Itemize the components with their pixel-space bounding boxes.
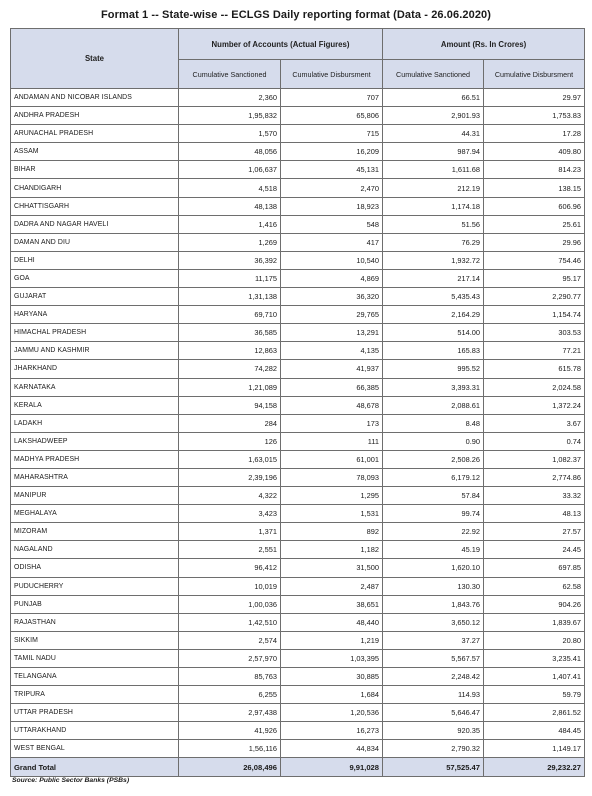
table-row <box>11 233 585 251</box>
state-cell: LADAKH <box>11 414 179 432</box>
state-cell: TELANGANA <box>11 668 179 686</box>
accounts-sanctioned-cell: 69,710 <box>179 306 281 324</box>
amount-sanctioned-cell: 920.35 <box>383 722 484 740</box>
state-cell: MAHARASHTRA <box>11 468 179 486</box>
amount-disbursment-cell: 48.13 <box>484 505 585 523</box>
amount-sanctioned-cell: 0.90 <box>383 432 484 450</box>
amount-disbursment-cell: 20.80 <box>484 631 585 649</box>
accounts-group-header: Number of Accounts (Actual Figures) <box>179 29 383 60</box>
accounts-sanctioned-cell: 2,574 <box>179 631 281 649</box>
amount-disbursment-cell: 59.79 <box>484 686 585 704</box>
amount-sanctioned-cell: 2,164.29 <box>383 306 484 324</box>
state-cell: DAMAN AND DIU <box>11 233 179 251</box>
amount-disbursment-cell: 1,753.83 <box>484 107 585 125</box>
accounts-disbursment-cell: 4,869 <box>281 269 383 287</box>
amount-sanctioned-cell: 44.31 <box>383 125 484 143</box>
amount-disbursment-cell: 484.45 <box>484 722 585 740</box>
table-row <box>11 306 585 324</box>
accounts-disbursment-cell: 111 <box>281 432 383 450</box>
accounts-sanctioned-cell: 4,322 <box>179 487 281 505</box>
accounts-disbursment-cell: 16,273 <box>281 722 383 740</box>
accounts-sanctioned-cell: 94,158 <box>179 396 281 414</box>
accounts-disbursment-cell: 78,093 <box>281 468 383 486</box>
state-cell: HIMACHAL PRADESH <box>11 324 179 342</box>
total-accounts-sanctioned: 26,08,496 <box>179 758 281 777</box>
amount-disbursment-cell: 615.78 <box>484 360 585 378</box>
accounts-disbursment-cell: 4,135 <box>281 342 383 360</box>
table-row <box>11 686 585 704</box>
table-row <box>11 288 585 306</box>
accounts-sanctioned-cell: 1,63,015 <box>179 450 281 468</box>
state-cell: KARNATAKA <box>11 378 179 396</box>
amount-sanctioned-cell: 57.84 <box>383 487 484 505</box>
state-cell: ANDAMAN AND NICOBAR ISLANDS <box>11 89 179 107</box>
state-cell: JAMMU AND KASHMIR <box>11 342 179 360</box>
grand-total-label: Grand Total <box>11 758 179 777</box>
amount-sanctioned-header: Cumulative Sanctioned <box>383 60 484 89</box>
accounts-sanctioned-cell: 4,518 <box>179 179 281 197</box>
table-row <box>11 215 585 233</box>
accounts-disbursment-cell: 29,765 <box>281 306 383 324</box>
amount-sanctioned-cell: 3,650.12 <box>383 613 484 631</box>
amount-disbursment-cell: 904.26 <box>484 595 585 613</box>
accounts-disbursment-cell: 548 <box>281 215 383 233</box>
state-cell: MIZORAM <box>11 523 179 541</box>
accounts-disbursment-cell: 417 <box>281 233 383 251</box>
amount-sanctioned-cell: 1,843.76 <box>383 595 484 613</box>
accounts-sanctioned-cell: 1,00,036 <box>179 595 281 613</box>
table-row <box>11 378 585 396</box>
amount-sanctioned-cell: 114.93 <box>383 686 484 704</box>
table-row <box>11 197 585 215</box>
amount-sanctioned-cell: 51.56 <box>383 215 484 233</box>
amount-disbursment-cell: 1,372.24 <box>484 396 585 414</box>
accounts-disbursment-cell: 1,531 <box>281 505 383 523</box>
amount-disbursment-cell: 2,774.86 <box>484 468 585 486</box>
table-row <box>11 161 585 179</box>
accounts-sanctioned-cell: 1,31,138 <box>179 288 281 306</box>
amount-disbursment-cell: 1,082.37 <box>484 450 585 468</box>
amount-disbursment-cell: 3,235.41 <box>484 649 585 667</box>
accounts-disbursment-cell: 707 <box>281 89 383 107</box>
accounts-sanctioned-cell: 2,360 <box>179 89 281 107</box>
total-amount-sanctioned: 57,525.47 <box>383 758 484 777</box>
table-row <box>11 487 585 505</box>
amount-disbursment-cell: 1,407.41 <box>484 668 585 686</box>
table-row <box>11 740 585 758</box>
state-cell: GOA <box>11 269 179 287</box>
state-cell: UTTAR PRADESH <box>11 704 179 722</box>
accounts-disbursment-cell: 1,219 <box>281 631 383 649</box>
state-cell: UTTARAKHAND <box>11 722 179 740</box>
state-cell: TAMIL NADU <box>11 649 179 667</box>
accounts-sanctioned-cell: 41,926 <box>179 722 281 740</box>
accounts-disbursment-cell: 48,440 <box>281 613 383 631</box>
state-cell: ASSAM <box>11 143 179 161</box>
accounts-sanctioned-cell: 2,97,438 <box>179 704 281 722</box>
table-row <box>11 89 585 107</box>
accounts-sanctioned-cell: 6,255 <box>179 686 281 704</box>
state-cell: GUJARAT <box>11 288 179 306</box>
accounts-sanctioned-cell: 48,056 <box>179 143 281 161</box>
accounts-sanctioned-cell: 1,21,089 <box>179 378 281 396</box>
amount-disbursment-cell: 17.28 <box>484 125 585 143</box>
accounts-sanctioned-cell: 1,95,832 <box>179 107 281 125</box>
amount-disbursment-cell: 697.85 <box>484 559 585 577</box>
amount-sanctioned-cell: 1,611.68 <box>383 161 484 179</box>
accounts-disbursment-header: Cumulative Disbursment <box>281 60 383 89</box>
accounts-sanctioned-cell: 1,06,637 <box>179 161 281 179</box>
amount-disbursment-cell: 2,290.77 <box>484 288 585 306</box>
amount-sanctioned-cell: 217.14 <box>383 269 484 287</box>
table-row <box>11 251 585 269</box>
accounts-disbursment-cell: 13,291 <box>281 324 383 342</box>
table-row <box>11 360 585 378</box>
amount-disbursment-cell: 95.17 <box>484 269 585 287</box>
amount-sanctioned-cell: 8.48 <box>383 414 484 432</box>
amount-disbursment-cell: 29.97 <box>484 89 585 107</box>
amount-disbursment-cell: 814.23 <box>484 161 585 179</box>
amount-sanctioned-cell: 995.52 <box>383 360 484 378</box>
state-cell: JHARKHAND <box>11 360 179 378</box>
state-cell: PUDUCHERRY <box>11 577 179 595</box>
state-cell: CHANDIGARH <box>11 179 179 197</box>
amount-sanctioned-cell: 1,620.10 <box>383 559 484 577</box>
amount-sanctioned-cell: 5,646.47 <box>383 704 484 722</box>
table-row <box>11 704 585 722</box>
table-body <box>11 89 585 758</box>
amount-sanctioned-cell: 2,901.93 <box>383 107 484 125</box>
state-cell: ODISHA <box>11 559 179 577</box>
amount-disbursment-cell: 24.45 <box>484 541 585 559</box>
accounts-sanctioned-cell: 48,138 <box>179 197 281 215</box>
state-cell: HARYANA <box>11 306 179 324</box>
eclgs-state-table <box>10 28 585 777</box>
accounts-disbursment-cell: 173 <box>281 414 383 432</box>
accounts-disbursment-cell: 61,001 <box>281 450 383 468</box>
accounts-sanctioned-cell: 284 <box>179 414 281 432</box>
accounts-disbursment-cell: 18,923 <box>281 197 383 215</box>
accounts-sanctioned-cell: 1,570 <box>179 125 281 143</box>
amount-sanctioned-cell: 37.27 <box>383 631 484 649</box>
source-note: Source: Public Sector Banks (PSBs) <box>12 777 130 784</box>
accounts-disbursment-cell: 715 <box>281 125 383 143</box>
total-accounts-disbursment: 9,91,028 <box>281 758 383 777</box>
accounts-disbursment-cell: 892 <box>281 523 383 541</box>
table-row <box>11 668 585 686</box>
state-cell: MANIPUR <box>11 487 179 505</box>
amount-disbursment-cell: 33.32 <box>484 487 585 505</box>
table-row <box>11 505 585 523</box>
amount-sanctioned-cell: 2,088.61 <box>383 396 484 414</box>
state-cell: MEGHALAYA <box>11 505 179 523</box>
table-row <box>11 414 585 432</box>
accounts-sanctioned-cell: 126 <box>179 432 281 450</box>
table-row <box>11 432 585 450</box>
accounts-sanctioned-cell: 2,551 <box>179 541 281 559</box>
accounts-disbursment-cell: 48,678 <box>281 396 383 414</box>
accounts-disbursment-cell: 1,03,395 <box>281 649 383 667</box>
amount-sanctioned-cell: 2,508.26 <box>383 450 484 468</box>
accounts-disbursment-cell: 1,20,536 <box>281 704 383 722</box>
accounts-sanctioned-cell: 12,863 <box>179 342 281 360</box>
table-row <box>11 179 585 197</box>
amount-disbursment-cell: 606.96 <box>484 197 585 215</box>
accounts-sanctioned-cell: 1,416 <box>179 215 281 233</box>
accounts-sanctioned-cell: 2,57,970 <box>179 649 281 667</box>
state-cell: BIHAR <box>11 161 179 179</box>
accounts-sanctioned-cell: 36,392 <box>179 251 281 269</box>
table-row <box>11 523 585 541</box>
table-row <box>11 107 585 125</box>
table-row <box>11 143 585 161</box>
amount-disbursment-cell: 1,839.67 <box>484 613 585 631</box>
table-row <box>11 324 585 342</box>
amount-sanctioned-cell: 45.19 <box>383 541 484 559</box>
amount-sanctioned-cell: 6,179.12 <box>383 468 484 486</box>
accounts-sanctioned-cell: 74,282 <box>179 360 281 378</box>
state-cell: RAJASTHAN <box>11 613 179 631</box>
accounts-sanctioned-cell: 11,175 <box>179 269 281 287</box>
amount-disbursment-cell: 1,154.74 <box>484 306 585 324</box>
amount-disbursment-cell: 0.74 <box>484 432 585 450</box>
table-row <box>11 450 585 468</box>
amount-disbursment-cell: 62.58 <box>484 577 585 595</box>
state-cell: DADRA AND NAGAR HAVELI <box>11 215 179 233</box>
accounts-disbursment-cell: 41,937 <box>281 360 383 378</box>
state-header: State <box>11 29 179 89</box>
table-row <box>11 631 585 649</box>
accounts-disbursment-cell: 31,500 <box>281 559 383 577</box>
state-cell: TRIPURA <box>11 686 179 704</box>
amount-disbursment-cell: 27.57 <box>484 523 585 541</box>
amount-sanctioned-cell: 76.29 <box>383 233 484 251</box>
amount-sanctioned-cell: 165.83 <box>383 342 484 360</box>
table-row <box>11 342 585 360</box>
accounts-sanctioned-cell: 85,763 <box>179 668 281 686</box>
table-row <box>11 559 585 577</box>
accounts-disbursment-cell: 45,131 <box>281 161 383 179</box>
table-row <box>11 269 585 287</box>
state-cell: PUNJAB <box>11 595 179 613</box>
amount-sanctioned-cell: 66.51 <box>383 89 484 107</box>
state-cell: KERALA <box>11 396 179 414</box>
amount-group-header: Amount (Rs. In Crores) <box>383 29 585 60</box>
amount-disbursment-header: Cumulative Disbursment <box>484 60 585 89</box>
amount-sanctioned-cell: 1,932.72 <box>383 251 484 269</box>
amount-sanctioned-cell: 514.00 <box>383 324 484 342</box>
accounts-disbursment-cell: 38,651 <box>281 595 383 613</box>
amount-disbursment-cell: 2,861.52 <box>484 704 585 722</box>
amount-disbursment-cell: 29.96 <box>484 233 585 251</box>
amount-sanctioned-cell: 3,393.31 <box>383 378 484 396</box>
amount-disbursment-cell: 3.67 <box>484 414 585 432</box>
accounts-disbursment-cell: 1,684 <box>281 686 383 704</box>
accounts-disbursment-cell: 66,385 <box>281 378 383 396</box>
amount-sanctioned-cell: 99.74 <box>383 505 484 523</box>
amount-disbursment-cell: 409.80 <box>484 143 585 161</box>
accounts-disbursment-cell: 30,885 <box>281 668 383 686</box>
state-cell: ARUNACHAL PRADESH <box>11 125 179 143</box>
amount-sanctioned-cell: 5,435.43 <box>383 288 484 306</box>
state-cell: WEST BENGAL <box>11 740 179 758</box>
state-cell: MADHYA PRADESH <box>11 450 179 468</box>
amount-sanctioned-cell: 1,174.18 <box>383 197 484 215</box>
amount-sanctioned-cell: 2,790.32 <box>383 740 484 758</box>
accounts-sanctioned-cell: 1,42,510 <box>179 613 281 631</box>
amount-disbursment-cell: 2,024.58 <box>484 378 585 396</box>
accounts-sanctioned-cell: 1,56,116 <box>179 740 281 758</box>
accounts-sanctioned-cell: 2,39,196 <box>179 468 281 486</box>
accounts-disbursment-cell: 44,834 <box>281 740 383 758</box>
accounts-sanctioned-cell: 10,019 <box>179 577 281 595</box>
state-cell: SIKKIM <box>11 631 179 649</box>
accounts-disbursment-cell: 1,295 <box>281 487 383 505</box>
accounts-sanctioned-cell: 1,371 <box>179 523 281 541</box>
amount-sanctioned-cell: 5,567.57 <box>383 649 484 667</box>
amount-disbursment-cell: 1,149.17 <box>484 740 585 758</box>
state-cell: ANDHRA PRADESH <box>11 107 179 125</box>
amount-sanctioned-cell: 2,248.42 <box>383 668 484 686</box>
accounts-disbursment-cell: 10,540 <box>281 251 383 269</box>
report-title: Format 1 -- State-wise -- ECLGS Daily reporting format (Data - 26.06.2020) <box>100 9 492 21</box>
accounts-disbursment-cell: 2,487 <box>281 577 383 595</box>
table-row <box>11 541 585 559</box>
amount-disbursment-cell: 754.46 <box>484 251 585 269</box>
table-row <box>11 396 585 414</box>
amount-disbursment-cell: 303.53 <box>484 324 585 342</box>
accounts-disbursment-cell: 36,320 <box>281 288 383 306</box>
table-row <box>11 125 585 143</box>
table-row <box>11 649 585 667</box>
accounts-sanctioned-cell: 96,412 <box>179 559 281 577</box>
state-cell: NAGALAND <box>11 541 179 559</box>
accounts-disbursment-cell: 2,470 <box>281 179 383 197</box>
accounts-sanctioned-header: Cumulative Sanctioned <box>179 60 281 89</box>
amount-sanctioned-cell: 987.94 <box>383 143 484 161</box>
accounts-sanctioned-cell: 36,585 <box>179 324 281 342</box>
table-row <box>11 577 585 595</box>
amount-disbursment-cell: 138.15 <box>484 179 585 197</box>
amount-disbursment-cell: 77.21 <box>484 342 585 360</box>
state-cell: DELHI <box>11 251 179 269</box>
accounts-disbursment-cell: 1,182 <box>281 541 383 559</box>
grand-total-row <box>11 758 585 777</box>
accounts-disbursment-cell: 65,806 <box>281 107 383 125</box>
total-amount-disbursment: 29,232.27 <box>484 758 585 777</box>
amount-sanctioned-cell: 212.19 <box>383 179 484 197</box>
table-row <box>11 595 585 613</box>
state-cell: LAKSHADWEEP <box>11 432 179 450</box>
accounts-sanctioned-cell: 1,269 <box>179 233 281 251</box>
table-row <box>11 468 585 486</box>
amount-disbursment-cell: 25.61 <box>484 215 585 233</box>
accounts-disbursment-cell: 16,209 <box>281 143 383 161</box>
amount-sanctioned-cell: 130.30 <box>383 577 484 595</box>
amount-sanctioned-cell: 22.92 <box>383 523 484 541</box>
state-cell: CHHATTISGARH <box>11 197 179 215</box>
table-row <box>11 613 585 631</box>
table-row <box>11 722 585 740</box>
accounts-sanctioned-cell: 3,423 <box>179 505 281 523</box>
